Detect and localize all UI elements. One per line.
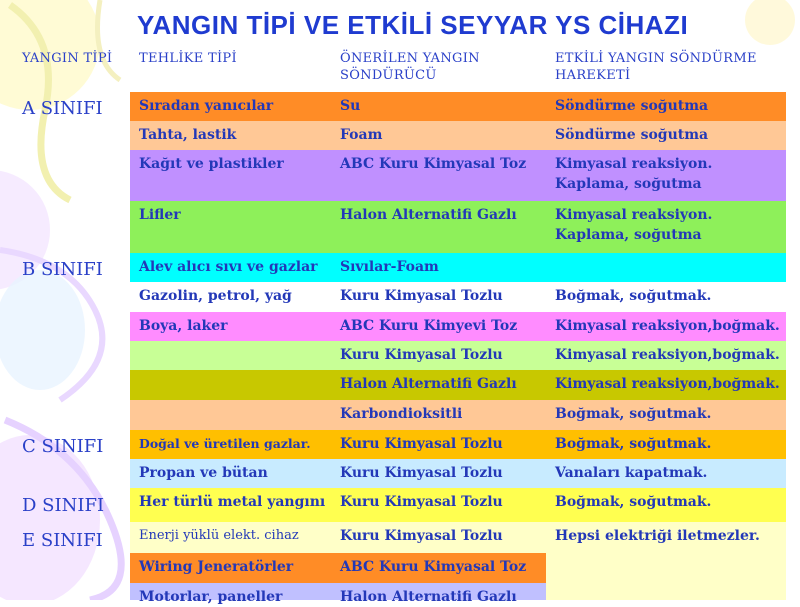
extinguisher-cell: Halon Alternatifi Gazlı [331, 370, 546, 400]
action-cell: Kimyasal reaksiyon,boğmak. [546, 341, 786, 370]
extinguisher-cell: Karbondioksitli [331, 400, 546, 430]
extinguisher-cell: Kuru Kimyasal Tozlu [331, 488, 546, 522]
action-cell: Boğmak, soğutmak. [546, 400, 786, 430]
class-b-label: B SINIFI [22, 259, 103, 280]
extinguisher-cell: Sıvılar-Foam [331, 253, 546, 282]
extinguisher-cell: Halon Alternatifi Gazlı [331, 201, 546, 253]
class-d-label: D SINIFI [22, 495, 105, 516]
hazard-cell: Wiring Jeneratörler [130, 553, 331, 583]
hazard-cell: Tahta, lastik [130, 121, 331, 150]
class-e-label: E SINIFI [22, 530, 103, 551]
action-cell: Kimyasal reaksiyon. Kaplama, soğutma [546, 150, 786, 201]
hazard-cell: Sıradan yanıcılar [130, 92, 331, 121]
pastel-circle [0, 435, 100, 600]
action-cell [546, 553, 786, 583]
extinguisher-cell: Foam [331, 121, 546, 150]
header-action: ETKİLİ YANGIN SÖNDÜRME HAREKETİ [555, 51, 757, 83]
hazard-cell: Kağıt ve plastikler [130, 150, 331, 201]
action-cell: Boğmak, soğutmak. [546, 282, 786, 312]
hazard-cell [130, 400, 331, 430]
hazard-cell: Boya, laker [130, 312, 331, 341]
hazard-cell: Motorlar, paneller [130, 583, 331, 600]
table-row [130, 488, 786, 522]
table-row [130, 201, 786, 253]
table-row [130, 459, 786, 488]
extinguisher-cell: Su [331, 92, 546, 121]
table-row [130, 430, 786, 459]
action-cell: Hepsi elektriği iletmezler. [546, 522, 786, 553]
table-row [130, 341, 786, 370]
header-hazard-type: TEHLİKE TİPİ [139, 51, 237, 66]
table-row [130, 150, 786, 201]
hazard-cell: Propan ve bütan [130, 459, 331, 488]
table-row [130, 121, 786, 150]
hazard-cell: Doğal ve üretilen gazlar. [130, 430, 331, 459]
class-c-label: C SINIFI [22, 436, 104, 457]
pastel-circle [0, 270, 85, 390]
extinguisher-cell: Halon Alternatifi Gazlı [331, 583, 546, 600]
table-row [130, 312, 786, 341]
hazard-cell: Gazolin, petrol, yağ [130, 282, 331, 312]
hazard-cell [130, 370, 331, 400]
action-cell: Vanaları kapatmak. [546, 459, 786, 488]
hazard-cell: Alev alıcı sıvı ve gazlar [130, 253, 331, 282]
table-row [130, 553, 786, 583]
action-cell: Kimyasal reaksiyon,boğmak. [546, 312, 786, 341]
table-row [130, 400, 786, 430]
action-cell: Kimyasal reaksiyon,boğmak. [546, 370, 786, 400]
action-cell: Boğmak, soğutmak. [546, 430, 786, 459]
hazard-cell: Enerji yüklü elekt. cihaz [130, 522, 331, 553]
table-row [130, 583, 786, 605]
extinguisher-cell: Kuru Kimyasal Tozlu [331, 459, 546, 488]
table-row [130, 253, 786, 282]
hazard-cell: Her türlü metal yangını [130, 488, 331, 522]
hazard-cell [130, 341, 331, 370]
action-cell [546, 583, 786, 600]
action-cell: Söndürme soğutma [546, 121, 786, 150]
extinguisher-cell: Kuru Kimyasal Tozlu [331, 430, 546, 459]
table-row [130, 282, 786, 312]
extinguisher-cell: ABC Kuru Kimyasal Toz [331, 553, 546, 583]
table-row [130, 370, 786, 400]
extinguisher-cell: ABC Kuru Kimyevi Toz [331, 312, 546, 341]
extinguisher-cell: Kuru Kimyasal Tozlu [331, 341, 546, 370]
pastel-circle [745, 0, 795, 45]
action-cell [546, 253, 786, 282]
class-a-label: A SINIFI [22, 98, 103, 119]
table-row [130, 92, 786, 121]
extinguisher-cell: Kuru Kimyasal Tozlu [331, 282, 546, 312]
action-cell: Kimyasal reaksiyon. Kaplama, soğutma [546, 201, 786, 253]
action-cell: Boğmak, soğutmak. [546, 488, 786, 522]
table-row [130, 522, 786, 553]
hazard-cell: Lifler [130, 201, 331, 253]
extinguisher-cell: Kuru Kimyasal Tozlu [331, 522, 546, 553]
swirl-line [98, 0, 121, 80]
page-title: YANGIN TİPİ VE ETKİLİ SEYYAR YS CİHAZI [137, 10, 689, 40]
header-fire-type: YANGIN TİPİ [22, 51, 113, 66]
extinguisher-cell: ABC Kuru Kimyasal Toz [331, 150, 546, 201]
action-cell: Söndürme soğutma [546, 92, 786, 121]
header-extinguisher: ÖNERİLEN YANGIN SÖNDÜRÜCÜ [340, 51, 480, 83]
